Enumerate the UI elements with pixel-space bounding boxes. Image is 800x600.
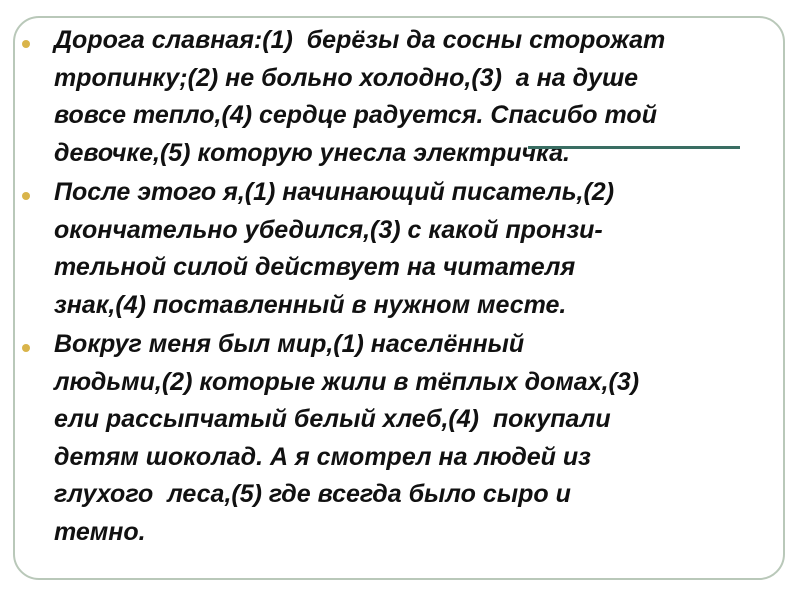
- bullet-paragraph-1: [22, 22, 792, 172]
- text-line: Дорога славная:(1) берёзы да сосны сторожат: [54, 26, 666, 54]
- text-line: людьми,(2) которые жили в тёплых домах,(3): [54, 367, 640, 396]
- text-line: После этого я,(1) начинающий писатель,(2): [54, 178, 615, 206]
- text-line: Вокруг меня был мир,(1) населённый: [54, 330, 525, 358]
- text-line: знак,(4) поставленный в нужном месте.: [54, 290, 567, 319]
- bullet-paragraph-3: [22, 326, 792, 551]
- slide-content: [22, 22, 792, 553]
- bullet-dot-icon: [22, 192, 30, 200]
- text-line: ели рассыпчатый белый хлеб,(4) покупали: [54, 405, 611, 433]
- text-line: тропинку;(2) не больно холодно,(3) а на душе: [54, 63, 639, 92]
- bullet-paragraph-2: [22, 174, 792, 324]
- bullet-dot-icon: [22, 344, 30, 352]
- text-line: детям шоколад. А я смотрел на людей из: [54, 442, 591, 471]
- text-line: окончательно убедился,(3) с какой пронзи-: [54, 215, 603, 244]
- text-line: тельной силой действует на читателя: [54, 253, 576, 281]
- text-line: темно.: [54, 517, 146, 546]
- text-line: глухого леса,(5) где всегда было сыро и: [54, 480, 571, 508]
- bullet-dot-icon: [22, 40, 30, 48]
- text-line: девочке,(5) которую унесла электричка.: [54, 138, 570, 167]
- accent-divider-line: [528, 146, 740, 149]
- text-line: вовсе тепло,(4) сердце радуется. Спасибо той: [54, 101, 657, 129]
